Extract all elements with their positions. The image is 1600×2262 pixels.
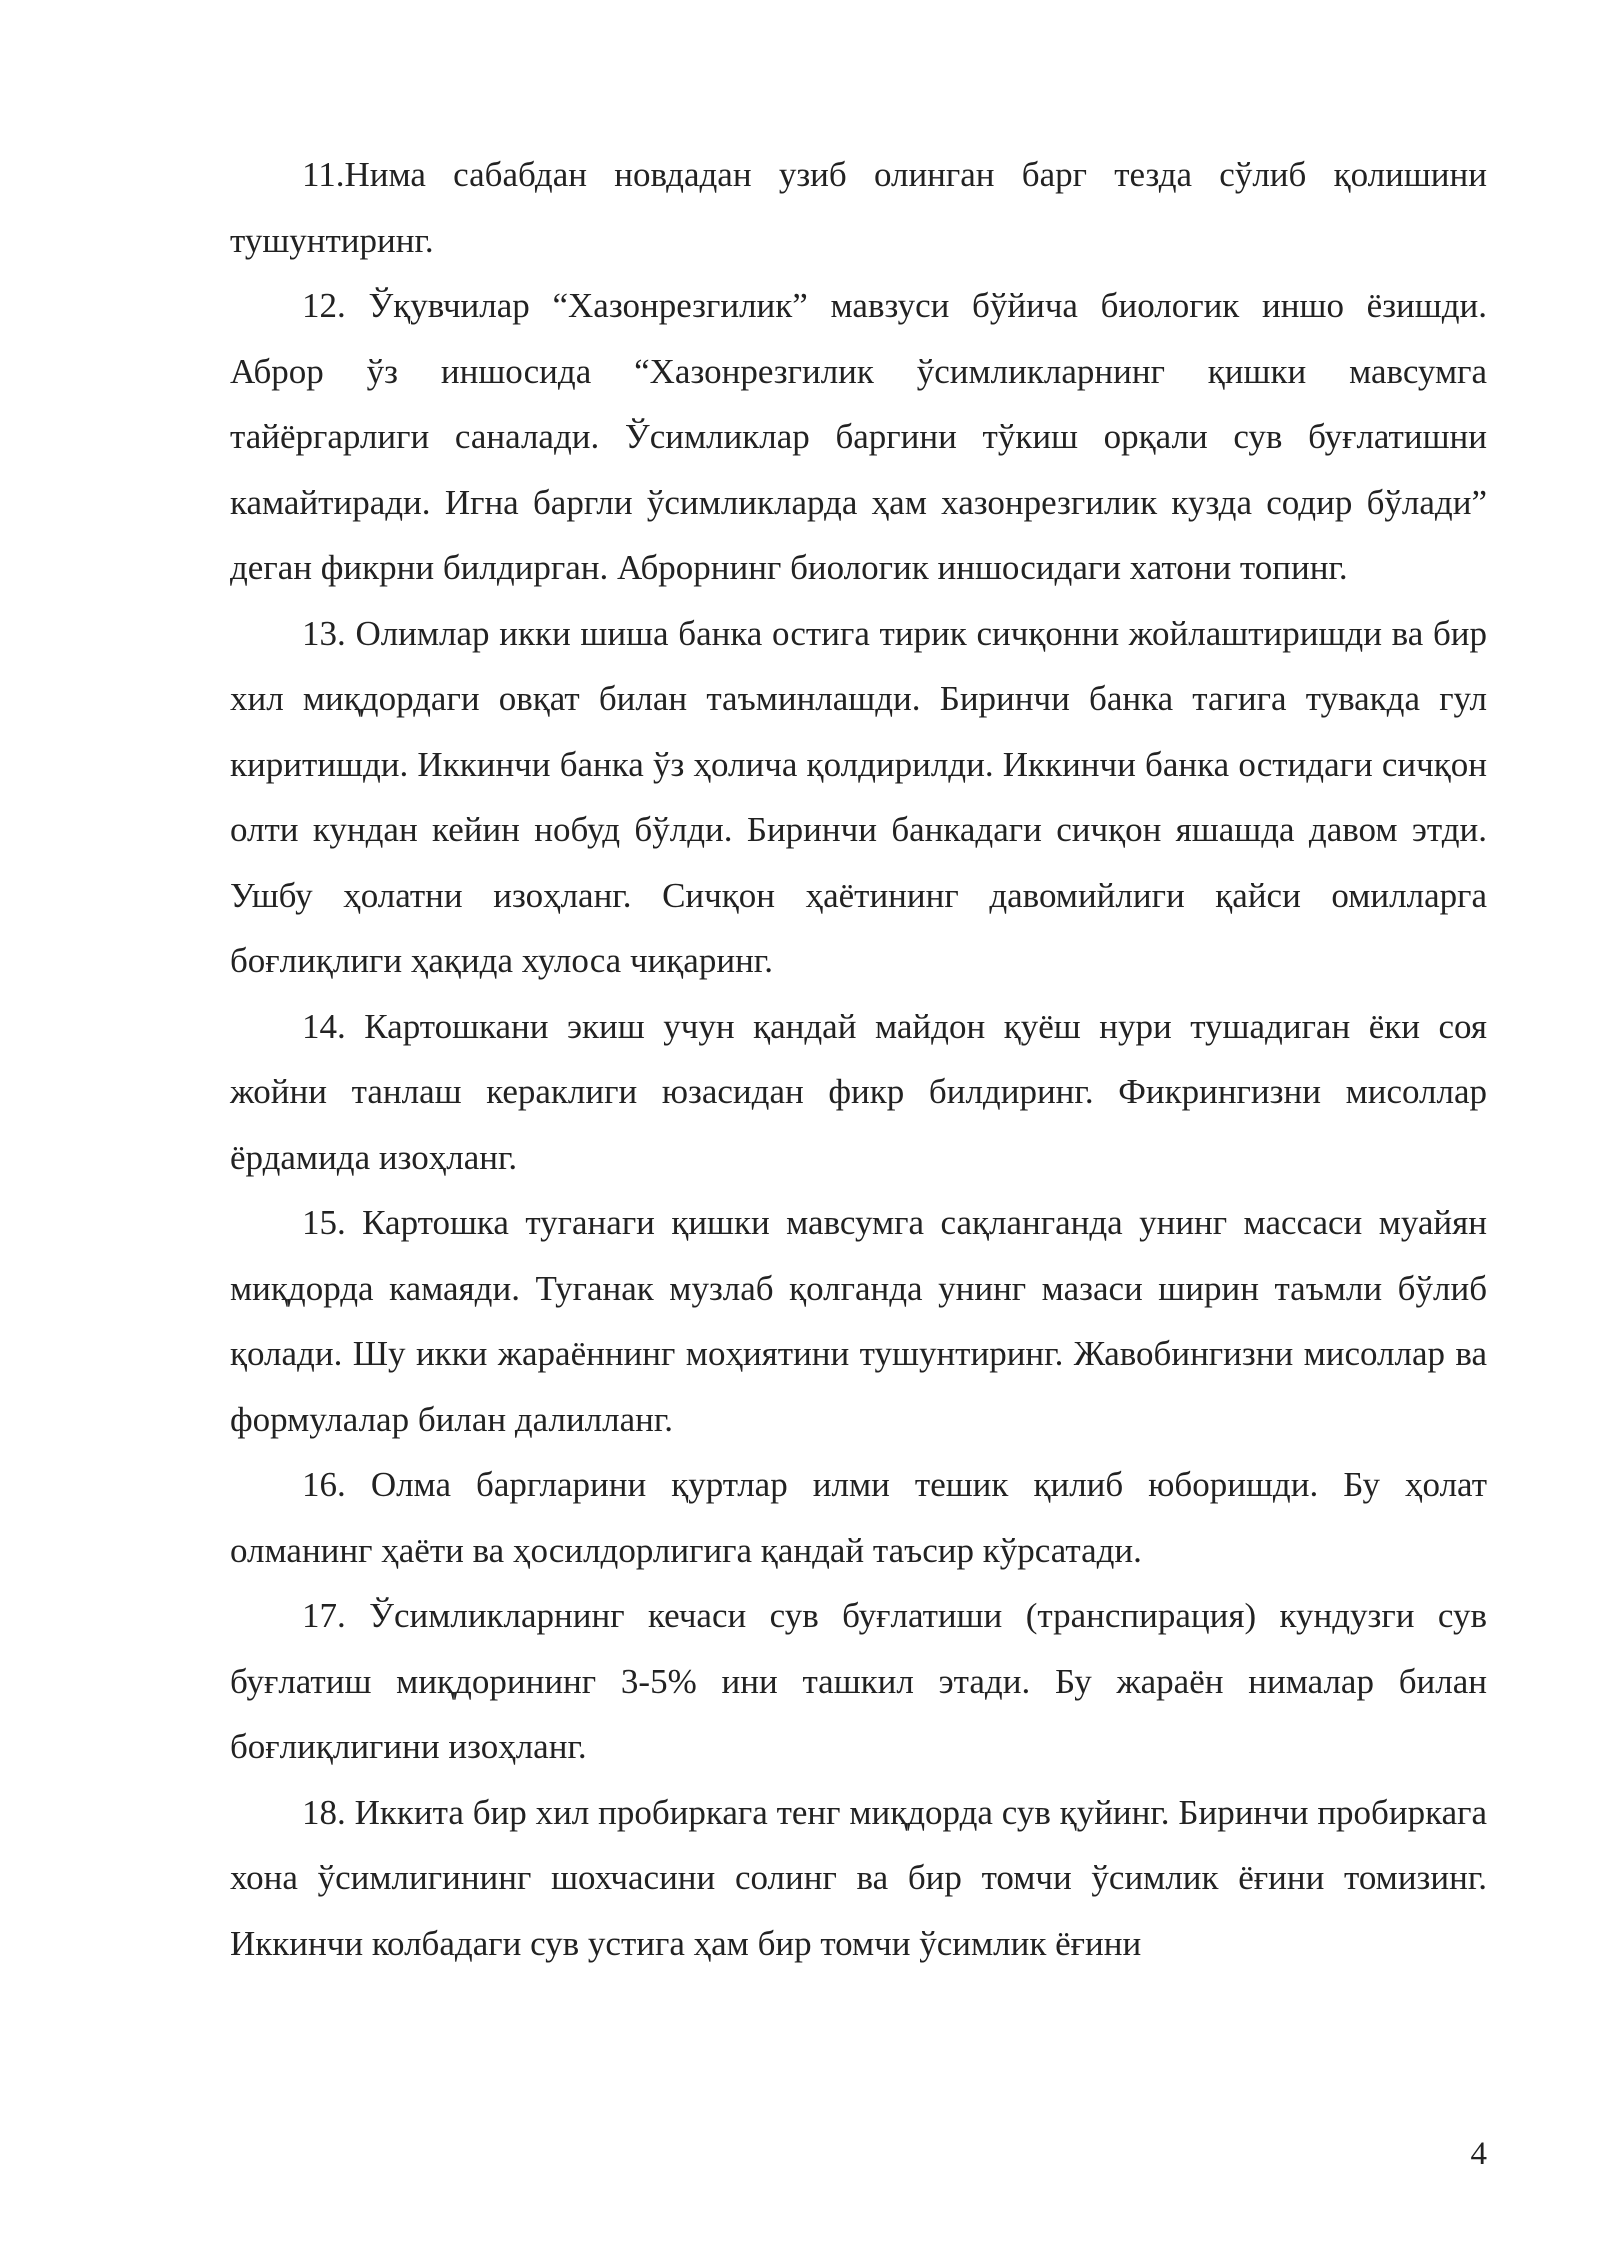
question-18: 18. Иккита бир хил пробиркага тенг миқдорда сув қуйинг. Биринчи пробиркага хона ўсимлигининг шохчасини солинг ва бир томчи ўсимлик ёғини томизинг. Иккинчи колбадаги сув устига ҳам бир томчи ўсимлик ёғини (230, 1792, 1487, 1963)
question-16: 16. Олма баргларини қуртлар илми тешик қилиб юборишди. Бу ҳолат олманинг ҳаёти ва ҳосилдорлигига қандай таъсир кўрсатади. (230, 1465, 1487, 1570)
question-15: 15. Картошка туганаги қишки мавсумга сақланганда унинг массаси муайян миқдорда камаяди. Туганак музлаб қолганда унинг мазаси ширин таъмли бўлиб қолади. Шу икки жараённинг моҳиятини тушунтиринг. Жавобингизни мисоллар ва формулалар билан далилланг. (230, 1203, 1487, 1439)
page-number: 4 (1470, 2136, 1487, 2172)
question-12: 12. Ўқувчилар “Хазонрезгилик” мавзуси бўйича биологик иншо ёзишди. Аброр ўз иншосида “Хазонрезгилик ўсимликларнинг қишки мавсумга тайёргарлиги саналади. Ўсимликлар баргини тўкиш орқали сув буғлатишни камайтиради. Игна баргли ўсимликларда ҳам хазонрезгилик кузда содир бўлади” деган фикрни билдирган. Аброрнинг биологик иншосидаги хатони топинг. (230, 286, 1487, 587)
question-17: 17. Ўсимликларнинг кечаси сув буғлатиши (транспирация) кундузги сув буғлатиш миқдорининг 3-5% ини ташкил этади. Бу жараён нималар билан боғлиқлигини изоҳланг. (230, 1596, 1487, 1766)
document-page (230, 142, 1487, 1976)
question-11: 11.Нима сабабдан новдадан узиб олинган барг тезда сўлиб қолишини тушунтиринг. (230, 155, 1487, 260)
question-13: 13. Олимлар икки шиша банка остига тирик сичқонни жойлаштиришди ва бир хил миқдордаги овқат билан таъминлашди. Биринчи банка тагига тувакда гул киритишди. Иккинчи банка ўз ҳолича қолдирилди. Иккинчи банка остидаги сичқон олти кундан кейин нобуд бўлди. Биринчи банкадаги сичқон яшашда давом этди. Ушбу ҳолатни изоҳланг. Сичқон ҳаётининг давомийлиги қайси омилларга боғлиқлиги ҳақида хулоса чиқаринг. (230, 613, 1487, 980)
question-14: 14. Картошкани экиш учун қандай майдон қуёш нури тушадиган ёки соя жойни танлаш кераклиги юзасидан фикр билдиринг. Фикрингизни мисоллар ёрдамида изоҳланг. (230, 1006, 1487, 1177)
